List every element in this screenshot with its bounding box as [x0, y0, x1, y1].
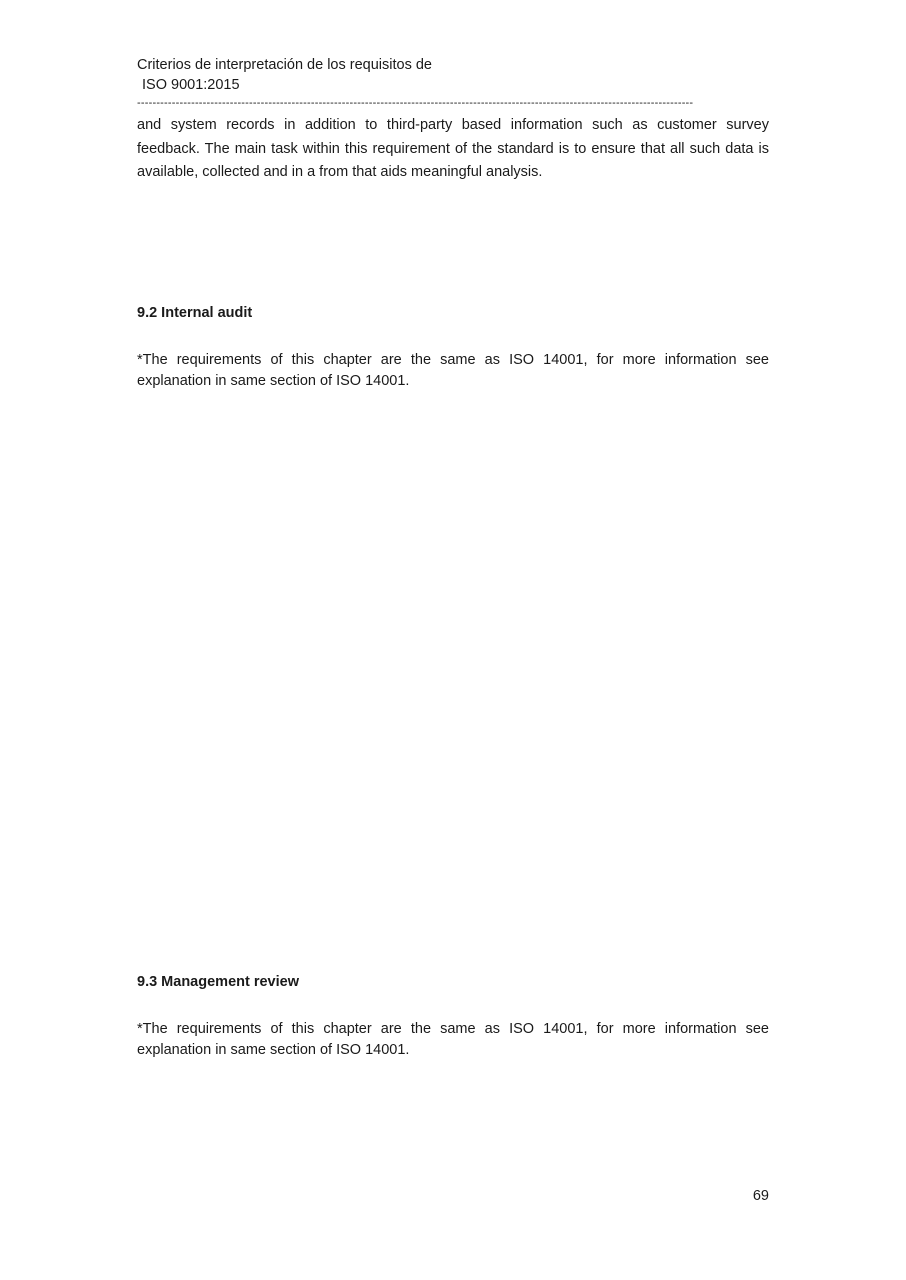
intro-paragraph: and system records in addition to third-party based information such as customer survey feedback. The main task within this requirement of the standard is to ensure that all such data is available, collected and in a from that aids meaningful analysis.	[137, 117, 769, 180]
running-header	[137, 55, 769, 95]
header-standard: ISO 9001:2015	[142, 77, 240, 93]
section-heading-internal-audit: 9.2 Internal audit	[137, 305, 253, 321]
section-heading-management-review: 9.3 Management review	[137, 974, 299, 990]
section-body-management-review: *The requirements of this chapter are the same as ISO 14001, for more information see explanation in same section of ISO 14001.	[137, 1021, 769, 1058]
header-title: Criterios de interpretación de los requisitos de	[137, 57, 432, 73]
section-body-internal-audit: *The requirements of this chapter are the same as ISO 14001, for more information see explanation in same section of ISO 14001.	[137, 352, 769, 389]
header-separator: ------------------------------------------------------------------------------------------------------------------------------------------------	[137, 97, 694, 109]
page-number: 69	[752, 1188, 769, 1204]
